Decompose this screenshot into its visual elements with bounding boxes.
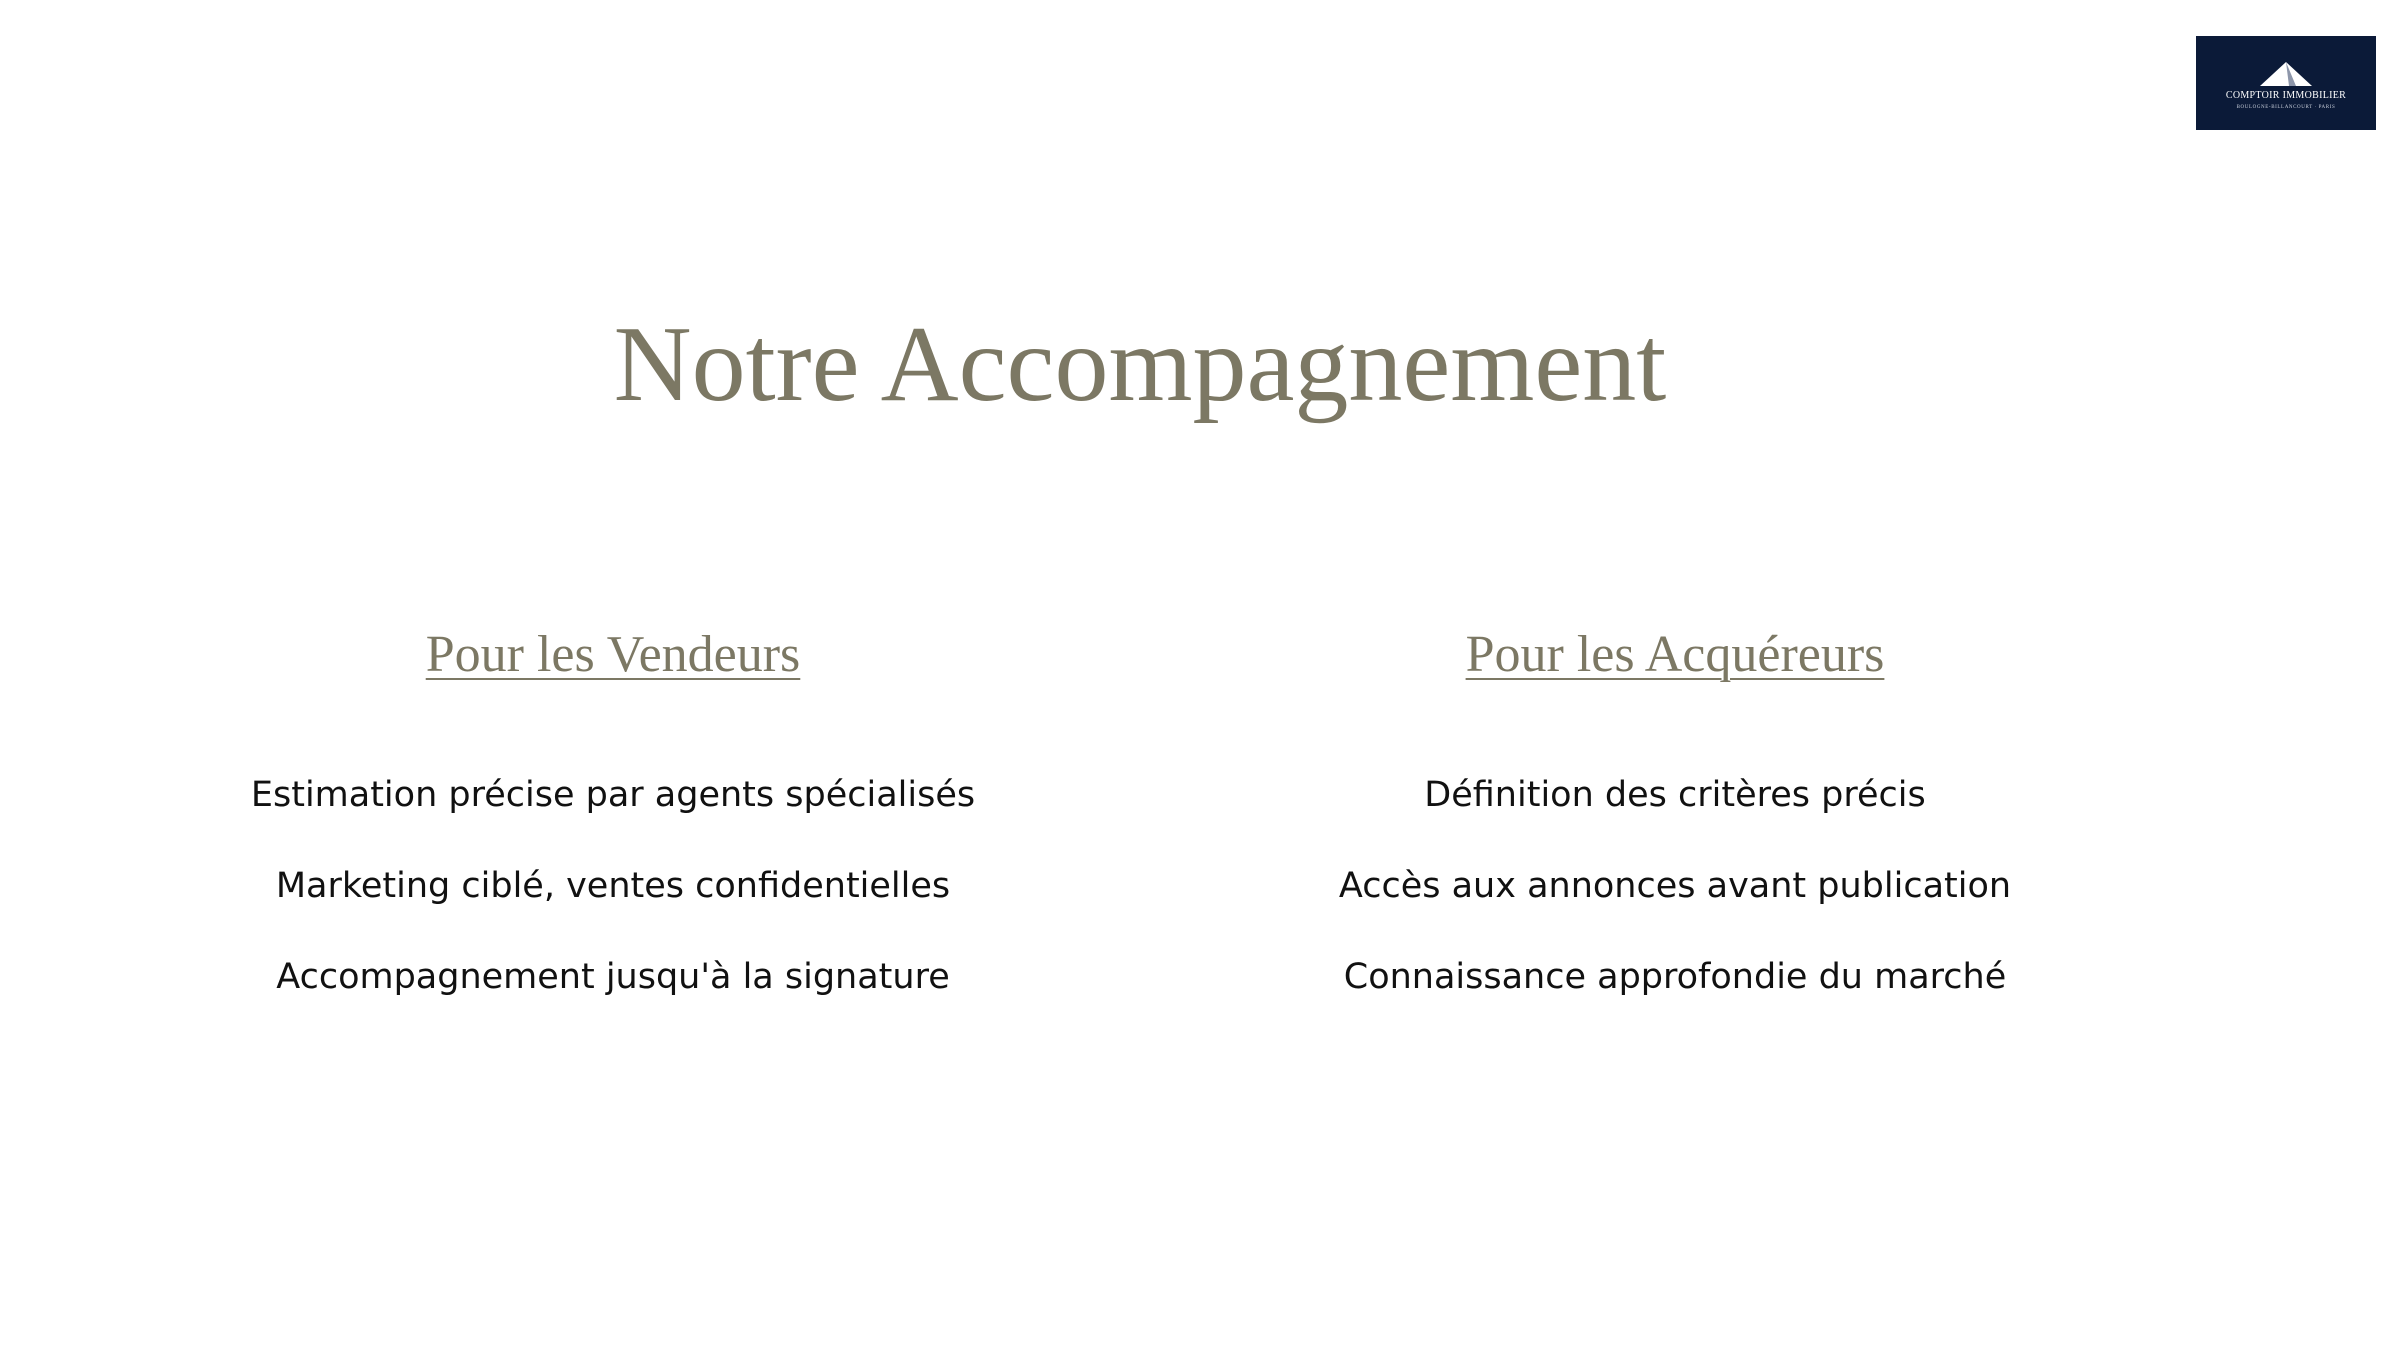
logo-tagline: BOULOGNE-BILLANCOURT · PARIS (2236, 105, 2336, 110)
list-item: Accompagnement jusqu'à la signature (276, 957, 950, 997)
list-item: Marketing ciblé, ventes confidentielles (275, 866, 951, 906)
buyers-list (1245, 770, 2105, 1002)
list-item: Définition des critères précis (1424, 775, 1926, 815)
sellers-heading: Pour les Vendeurs (425, 626, 801, 683)
list-item: Estimation précise par agents spécialisés (250, 775, 976, 815)
sellers-list (183, 770, 1043, 1002)
buyers-heading: Pour les Acquéreurs (1465, 626, 1885, 683)
list-item: Accès aux annonces avant publication (1338, 866, 2012, 906)
logo-name: COMPTOIR IMMOBILIER (2225, 90, 2347, 101)
sellers-section (183, 622, 1043, 1043)
page-title: Notre Accompagnement (613, 305, 1667, 424)
buyers-section (1245, 622, 2105, 1043)
list-item: Connaissance approfondie du marché (1343, 957, 2007, 997)
house-roof-icon (2256, 60, 2316, 88)
company-logo (2196, 36, 2376, 130)
